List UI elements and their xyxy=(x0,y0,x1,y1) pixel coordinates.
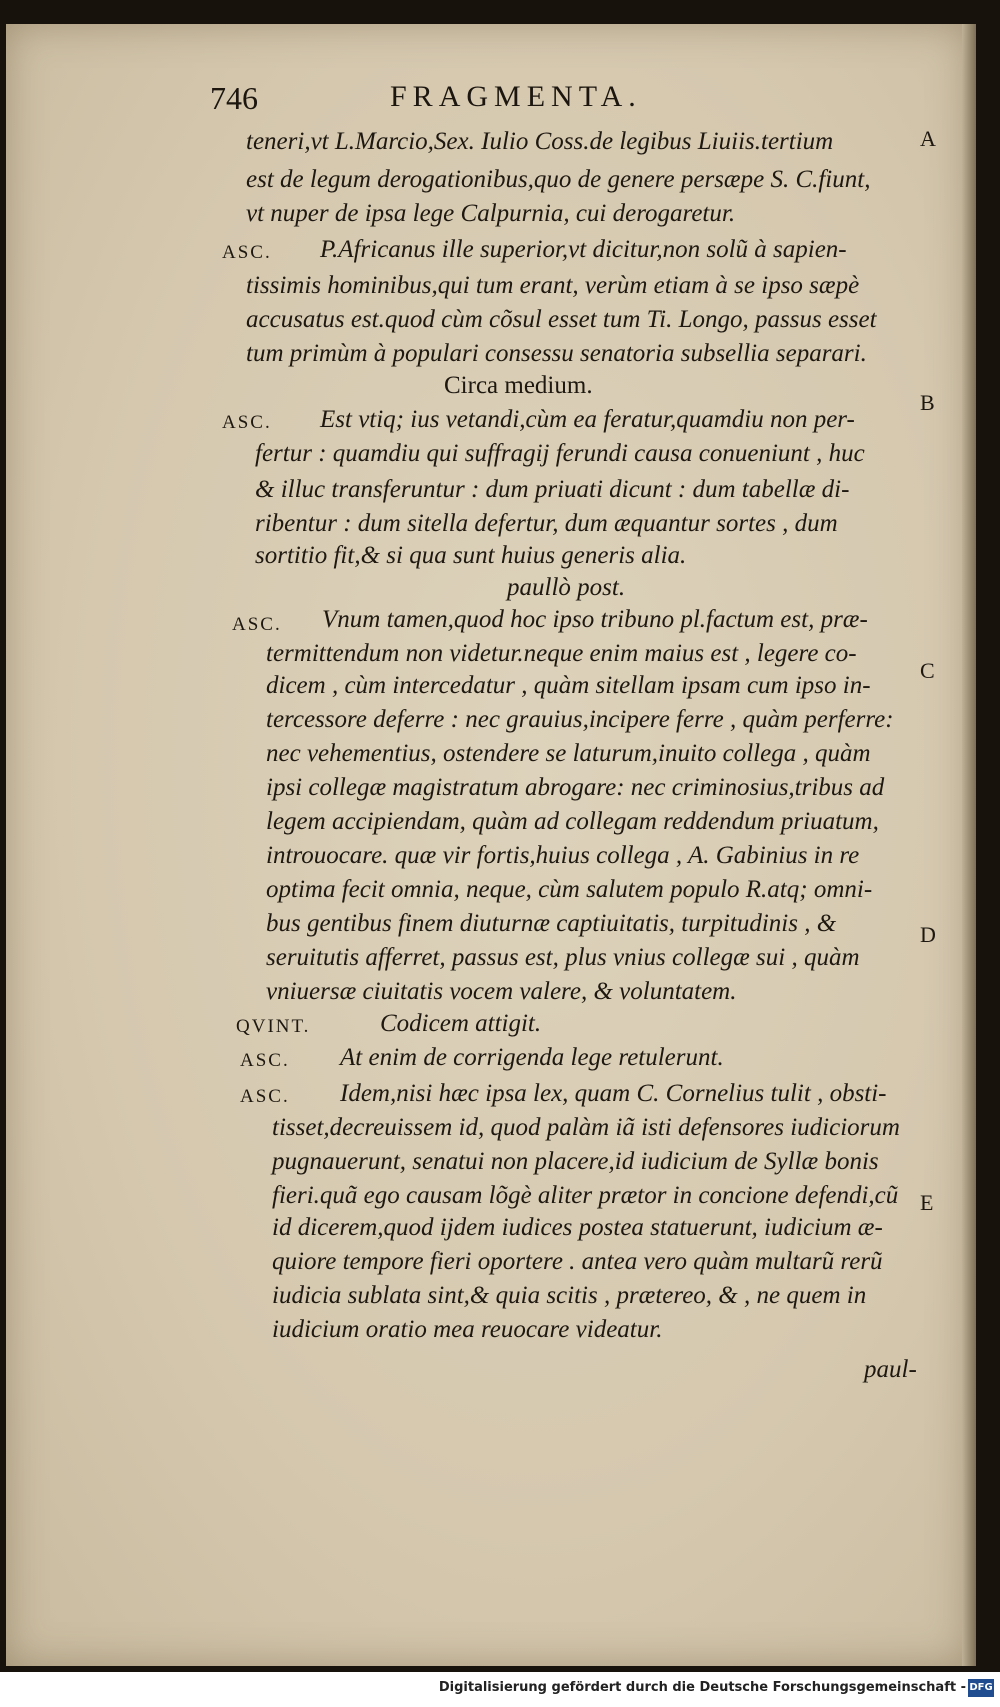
text-line: Vnum tamen,quod hoc ipso tribuno pl.factum est, præ- xyxy=(322,606,868,633)
text-line: legem accipiendam, quàm ad collegam reddendum priuatum, xyxy=(266,808,879,835)
catchword: paul- xyxy=(864,1356,917,1383)
speaker-label: ASC. xyxy=(240,1050,290,1071)
text-line: accusatus est.quod cùm cõsul esset tum Ti. Longo, passus esset xyxy=(246,306,877,333)
text-line: tum primùm à populari consessu senatoria subsellia separari. xyxy=(246,340,867,367)
text-line: fertur : quamdiu qui suffragij ferundi causa conueniunt , huc xyxy=(255,440,865,467)
text-line: vt nuper de ipsa lege Calpurnia, cui derogaretur. xyxy=(246,200,736,227)
text-line: quiore tempore fieri oportere . antea vero quàm multarũ rerũ xyxy=(272,1248,883,1275)
text-line: ribentur : dum sitella defertur, dum æquantur sortes , dum xyxy=(255,510,838,537)
text-line: Idem,nisi hæc ipsa lex, quam C. Cornelius tulit , obsti- xyxy=(340,1080,887,1107)
speaker-label: ASC. xyxy=(240,1086,290,1107)
text-line: optima fecit omnia, neque, cùm salutem populo R.atq; omni- xyxy=(266,876,873,903)
footer-credit: Digitalisierung gefördert durch die Deutsche Forschungsgemeinschaft - xyxy=(438,1680,966,1695)
page-number: 746 xyxy=(210,80,258,116)
speaker-label: ASC. xyxy=(232,614,282,635)
speaker-label: QVINT. xyxy=(236,1016,311,1037)
text-line: At enim de corrigenda lege retulerunt. xyxy=(340,1044,724,1071)
text-line: fieri.quã ego causam lõgè aliter prætor in concione defendi,cũ xyxy=(272,1182,899,1209)
text-line: ipsi collegæ magistratum abrogare: nec criminosius,tribus ad xyxy=(266,774,885,801)
dfg-logo-icon: DFG xyxy=(968,1679,994,1697)
text-line: tissimis hominibus,qui tum erant, verùm etiam à se ipso sæpè xyxy=(246,272,860,299)
text-line: iudicium oratio mea reuocare videatur. xyxy=(272,1316,663,1343)
text-line: dicem , cùm intercedatur , quàm sitellam ipsam cum ipso in- xyxy=(266,672,871,699)
text-line: tisset,decreuissem id, quod palàm iã isti defensores iudiciorum xyxy=(272,1114,900,1141)
text-line: Est vtiq; ius vetandi,cùm ea feratur,quamdiu non per- xyxy=(320,406,855,433)
text-line: tercessore deferre : nec grauius,incipere ferre , quàm perferre: xyxy=(266,706,894,733)
text-line: teneri,vt L.Marcio,Sex. Iulio Coss.de legibus Liuiis.tertium xyxy=(246,128,834,155)
text-line: est de legum derogationibus,quo de genere persæpe S. C.fiunt, xyxy=(246,166,871,193)
margin-letter-a: A xyxy=(920,126,936,151)
text-line: vniuersæ ciuitatis vocem valere, & voluntatem. xyxy=(266,978,737,1005)
text-line: nec vehementius, ostendere se laturum,inuito collega , quàm xyxy=(266,740,871,767)
margin-letter-c: C xyxy=(920,658,935,683)
speaker-label: ASC. xyxy=(222,242,272,263)
text-line: iudicia sublata sint,& quia scitis , prætereo, & , ne quem in xyxy=(272,1282,867,1309)
text-line: introuocare. quæ vir fortis,huius collega , A. Gabinius in re xyxy=(266,842,860,869)
margin-letter-d: D xyxy=(920,922,936,947)
text-line: id dicerem,quod ijdem iudices postea statuerunt, iudicium æ- xyxy=(272,1214,883,1241)
text-line: sortitio fit,& si qua sunt huius generis alia. xyxy=(255,542,687,569)
section-heading: paullò post. xyxy=(507,574,626,601)
footer-bar xyxy=(0,1672,1000,1707)
speaker-label: ASC. xyxy=(222,412,272,433)
text-line: bus gentibus finem diuturnæ captiuitatis, turpitudinis , & xyxy=(266,910,837,937)
text-line: Codicem attigit. xyxy=(380,1010,542,1037)
text-line: termittendum non videtur.neque enim maius est , legere co- xyxy=(266,640,857,667)
running-title: FRAGMENTA. xyxy=(390,80,642,113)
text-line: pugnauerunt, senatui non placere,id iudicium de Syllæ bonis xyxy=(272,1148,879,1175)
text-line: P.Africanus ille superior,vt dicitur,non solũ à sapien- xyxy=(320,236,847,263)
section-heading: Circa medium. xyxy=(444,372,593,399)
page-header xyxy=(210,80,730,120)
text-line: & illuc transferuntur : dum priuati dicunt : dum tabellæ di- xyxy=(255,476,850,503)
text-line: seruitutis afferret, passus est, plus vnius collegæ sui , quàm xyxy=(266,944,860,971)
margin-letter-b: B xyxy=(920,390,935,415)
margin-letter-e: E xyxy=(920,1190,934,1215)
